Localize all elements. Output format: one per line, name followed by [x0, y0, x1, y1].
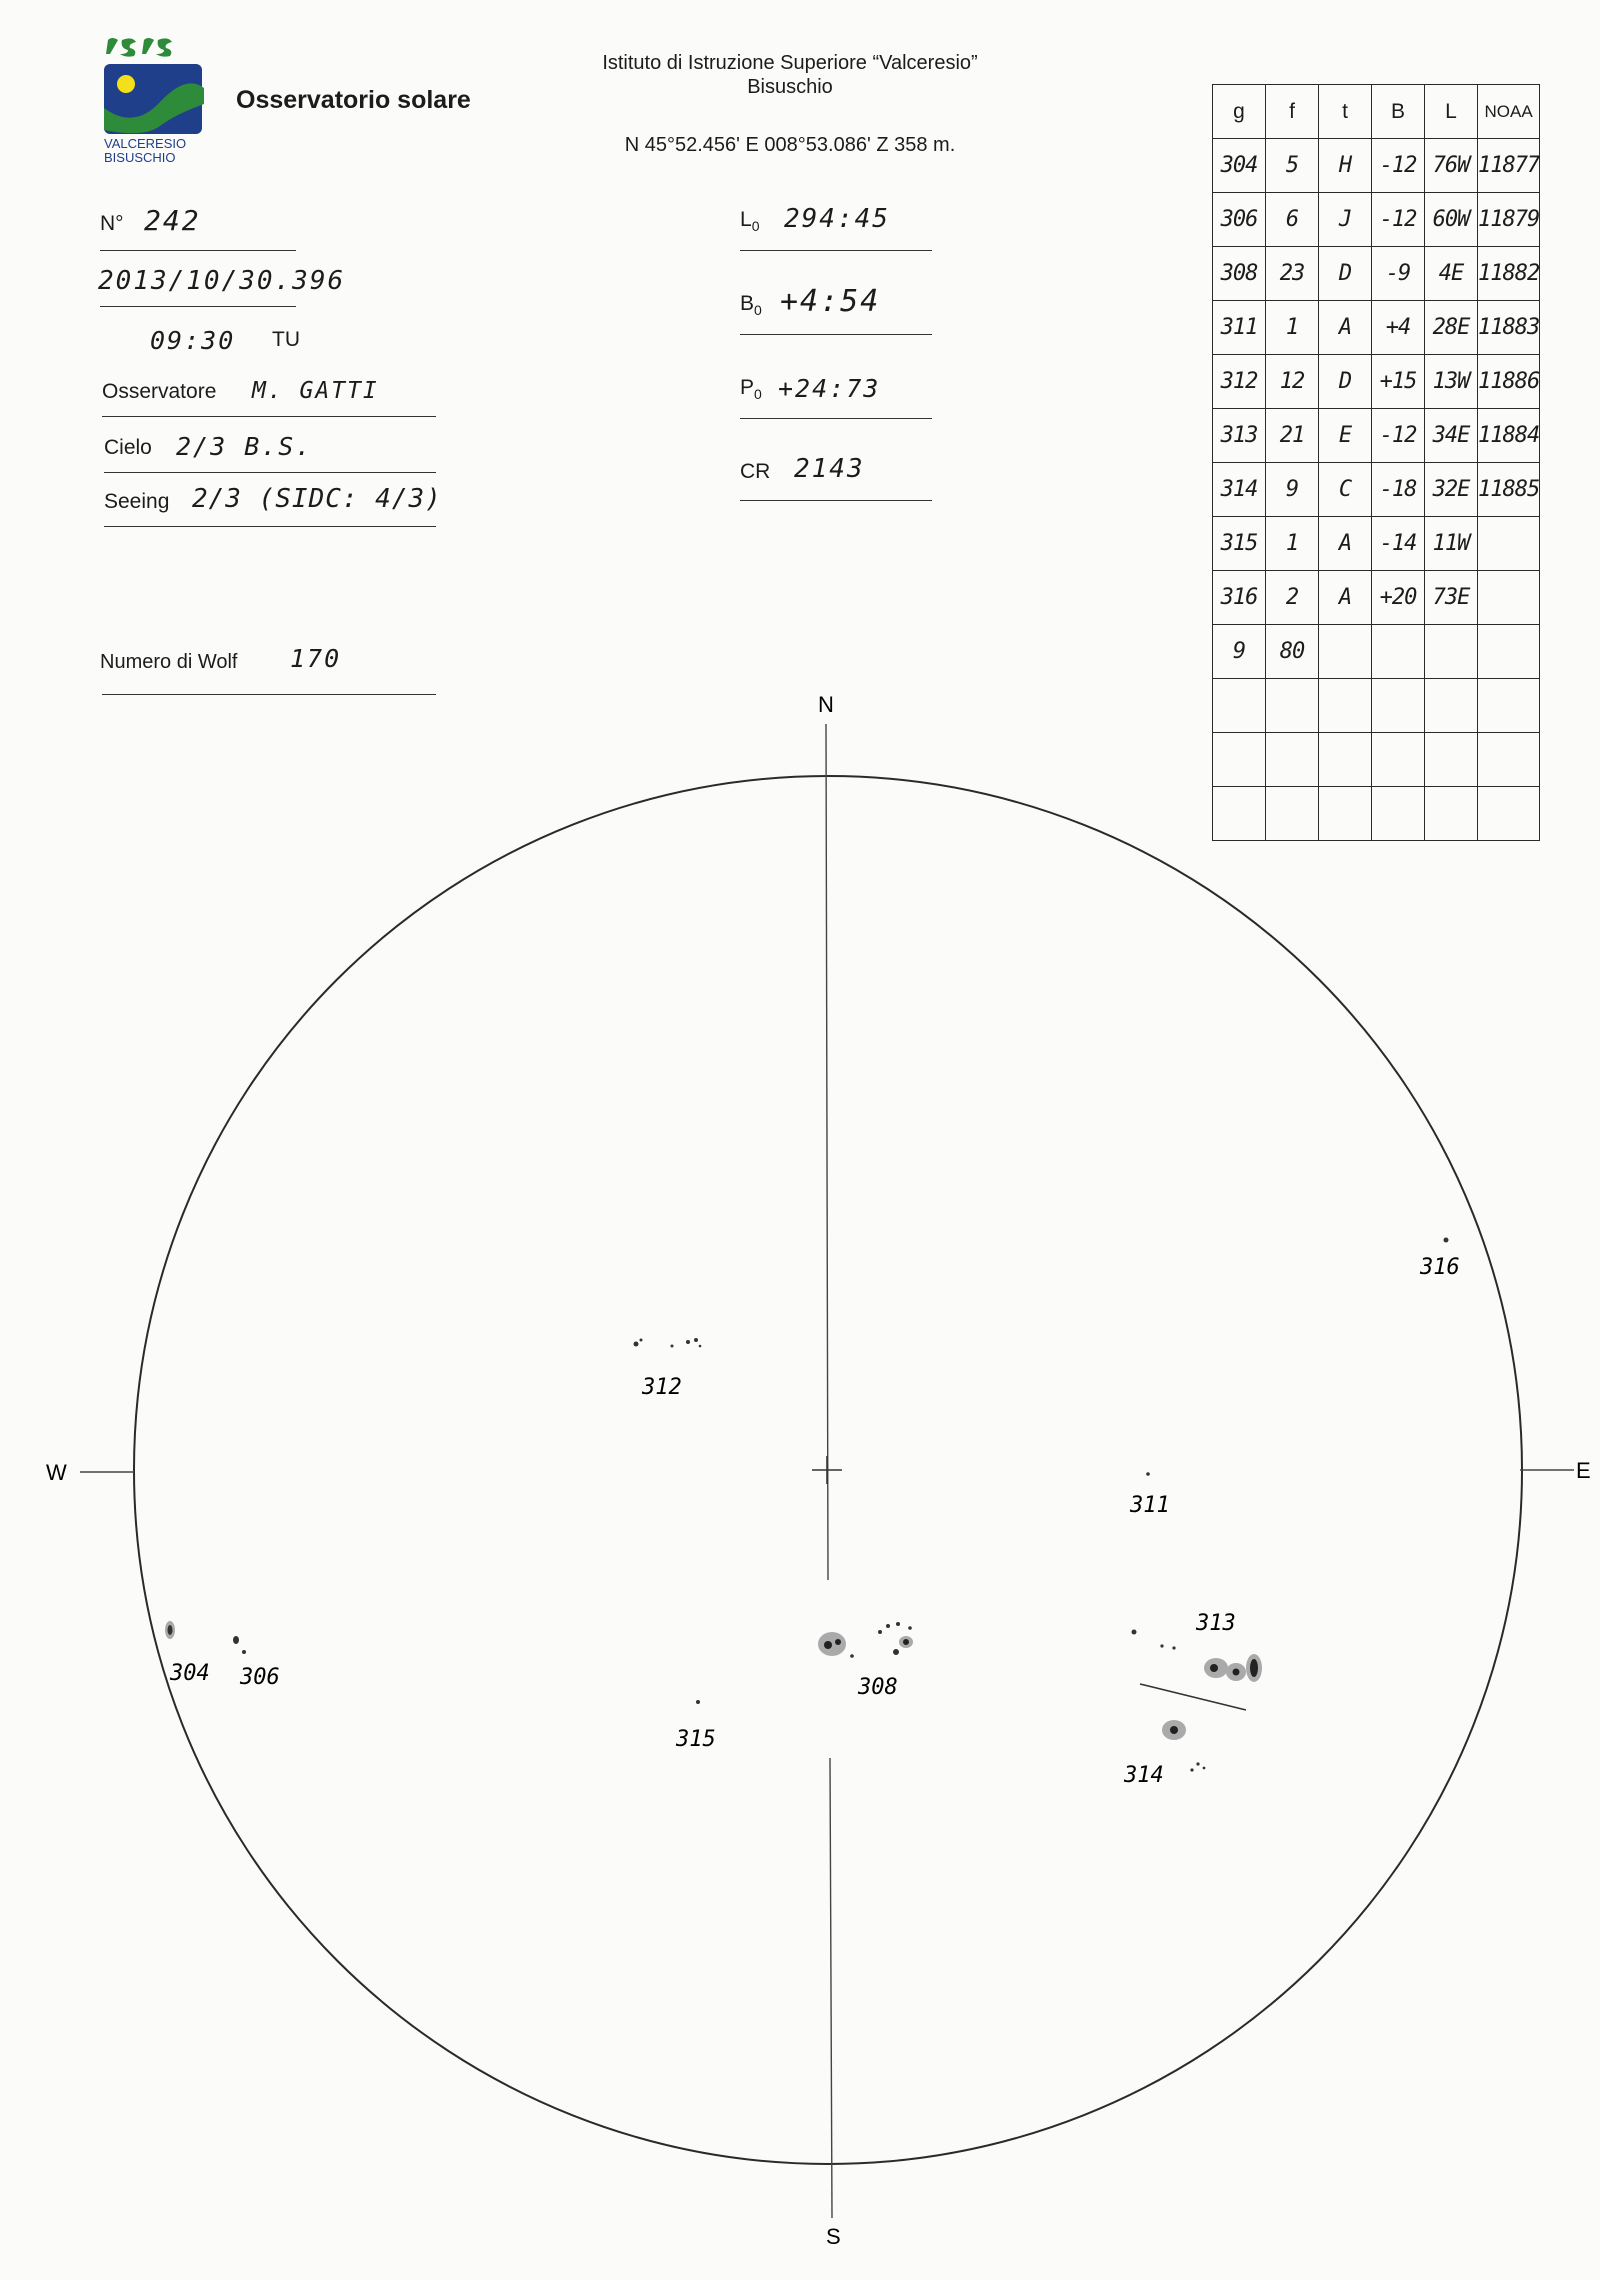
record-number-label: N°: [100, 212, 124, 235]
table-header-t: t: [1319, 85, 1372, 139]
table-cell-g: 308: [1213, 247, 1266, 301]
table-cell-l: 11W: [1425, 517, 1478, 571]
group-label-316: 316: [1420, 1255, 1460, 1280]
group-label-314: 314: [1124, 1763, 1164, 1788]
institute-city: Bisuschio: [747, 76, 833, 98]
logo-text-line1: VALCERESIO: [104, 136, 187, 151]
sunspot-group-315: [696, 1700, 700, 1704]
table-cell-g: 315: [1213, 517, 1266, 571]
table-cell-g: 311: [1213, 301, 1266, 355]
table-cell-noaa: 11883: [1478, 301, 1540, 355]
meridian-line-north: [826, 724, 828, 1580]
table-cell-g: 304: [1213, 139, 1266, 193]
table-cell-f: 1: [1266, 517, 1319, 571]
table-cell-b: +15: [1372, 355, 1425, 409]
group-label-313: 313: [1196, 1611, 1236, 1636]
table-cell-f: 21: [1266, 409, 1319, 463]
east-label: E: [1576, 1458, 1591, 1483]
table-cell-b: +4: [1372, 301, 1425, 355]
table-cell-b: -9: [1372, 247, 1425, 301]
table-cell-b: -14: [1372, 517, 1425, 571]
table-cell-t: A: [1319, 571, 1372, 625]
table-cell-noaa: 11882: [1478, 247, 1540, 301]
table-cell-l: 34E: [1425, 409, 1478, 463]
table-cell-l: 60W: [1425, 193, 1478, 247]
table-cell-f: 9: [1266, 463, 1319, 517]
seeing-label: Seeing: [104, 490, 170, 513]
sky-label: Cielo: [104, 436, 152, 459]
p0-value: +24:73: [778, 374, 881, 403]
cr-label: CR: [740, 460, 771, 483]
table-cell-l: 76W: [1425, 139, 1478, 193]
sunspot-group-306: [233, 1636, 246, 1654]
table-cell-f: 12: [1266, 355, 1319, 409]
table-cell-noaa: 11885: [1478, 463, 1540, 517]
south-label: S: [826, 2224, 841, 2249]
sunspot-group-311: [1146, 1472, 1150, 1476]
l0-subscript: 0: [751, 218, 760, 235]
table-cell-l: 4E: [1425, 247, 1478, 301]
l0-value: 294:45: [784, 204, 890, 234]
table-cell-b: +20: [1372, 571, 1425, 625]
table-cell-l: 13W: [1425, 355, 1478, 409]
observer-label: Osservatore: [102, 380, 217, 403]
sunspot-group-304: [165, 1621, 175, 1639]
table-cell-f: 80: [1266, 625, 1319, 679]
sunspot-group-314: [1162, 1720, 1205, 1772]
table-cell-f: 6: [1266, 193, 1319, 247]
table-cell-t: C: [1319, 463, 1372, 517]
table-cell-b: -12: [1372, 139, 1425, 193]
table-cell-t: A: [1319, 517, 1372, 571]
table-cell-noaa: 11879: [1478, 193, 1540, 247]
l0-letter: L: [740, 208, 752, 231]
table-cell-t: J: [1319, 193, 1372, 247]
observer-value: M. GATTI: [252, 378, 379, 404]
table-header-noaa: NOAA: [1478, 85, 1540, 139]
logo-text-line2: BISUSCHIO: [104, 150, 176, 165]
table-cell-noaa: 11884: [1478, 409, 1540, 463]
table-cell-b: -18: [1372, 463, 1425, 517]
table-cell-t: D: [1319, 355, 1372, 409]
table-cell-l: 28E: [1425, 301, 1478, 355]
group-label-308: 308: [858, 1675, 898, 1700]
record-date-value: 2013/10/30.396: [98, 266, 346, 296]
table-cell-g: 316: [1213, 571, 1266, 625]
wolf-number-label: Numero di Wolf: [100, 651, 238, 673]
table-cell-f: 5: [1266, 139, 1319, 193]
table-cell-f: 1: [1266, 301, 1319, 355]
group-label-312: 312: [642, 1375, 682, 1400]
cr-value: 2143: [794, 454, 865, 484]
group-label-306: 306: [240, 1665, 280, 1690]
seeing-value: 2/3 (SIDC: 4/3): [192, 484, 442, 514]
b0-letter: B: [740, 292, 755, 315]
record-time-value: 09:30: [150, 326, 236, 355]
table-cell-b: -12: [1372, 193, 1425, 247]
p0-subscript: 0: [754, 386, 762, 403]
meridian-line-south: [830, 1758, 832, 2218]
table-cell-t: D: [1319, 247, 1372, 301]
west-label: W: [46, 1460, 67, 1485]
group-label-304: 304: [170, 1661, 210, 1686]
table-header-l: L: [1425, 85, 1478, 139]
p0-letter: P: [740, 376, 755, 399]
table-header-b: B: [1372, 85, 1425, 139]
institute-name: Istituto di Istruzione Superiore “Valceresio”: [602, 52, 978, 74]
observatory-coordinates: N 45°52.456' E 008°53.086' Z 358 m.: [624, 134, 956, 156]
table-cell-l: 73E: [1425, 571, 1478, 625]
sunspot-group-308: [818, 1622, 913, 1658]
table-cell-b: -12: [1372, 409, 1425, 463]
sunspot-group-316: [1444, 1238, 1449, 1243]
table-cell-g: 313: [1213, 409, 1266, 463]
sunspot-group-312: [634, 1338, 702, 1348]
table-cell-l: 32E: [1425, 463, 1478, 517]
table-cell-f: 2: [1266, 571, 1319, 625]
table-cell-f: 23: [1266, 247, 1319, 301]
table-cell-t: H: [1319, 139, 1372, 193]
table-cell-t: E: [1319, 409, 1372, 463]
north-label: N: [818, 692, 834, 717]
b0-value: +4:54: [780, 284, 881, 319]
group-label-311: 311: [1130, 1493, 1170, 1518]
sunspot-group-313: [1132, 1630, 1263, 1711]
table-cell-g: 9: [1213, 625, 1266, 679]
record-number-value: 242: [144, 204, 201, 237]
group-label-315: 315: [676, 1727, 716, 1752]
table-cell-g: 312: [1213, 355, 1266, 409]
table-cell-t: A: [1319, 301, 1372, 355]
b0-subscript: 0: [754, 302, 762, 319]
wolf-number-value: 170: [290, 644, 342, 673]
table-cell-noaa: 11877: [1478, 139, 1540, 193]
table-cell-g: 306: [1213, 193, 1266, 247]
table-header-f: f: [1266, 85, 1319, 139]
table-cell-noaa: 11886: [1478, 355, 1540, 409]
sky-value: 2/3 B.S.: [176, 432, 313, 461]
observatory-title: Osservatorio solare: [236, 86, 471, 114]
table-header-g: g: [1213, 85, 1266, 139]
record-time-unit: TU: [272, 328, 300, 351]
table-cell-g: 314: [1213, 463, 1266, 517]
